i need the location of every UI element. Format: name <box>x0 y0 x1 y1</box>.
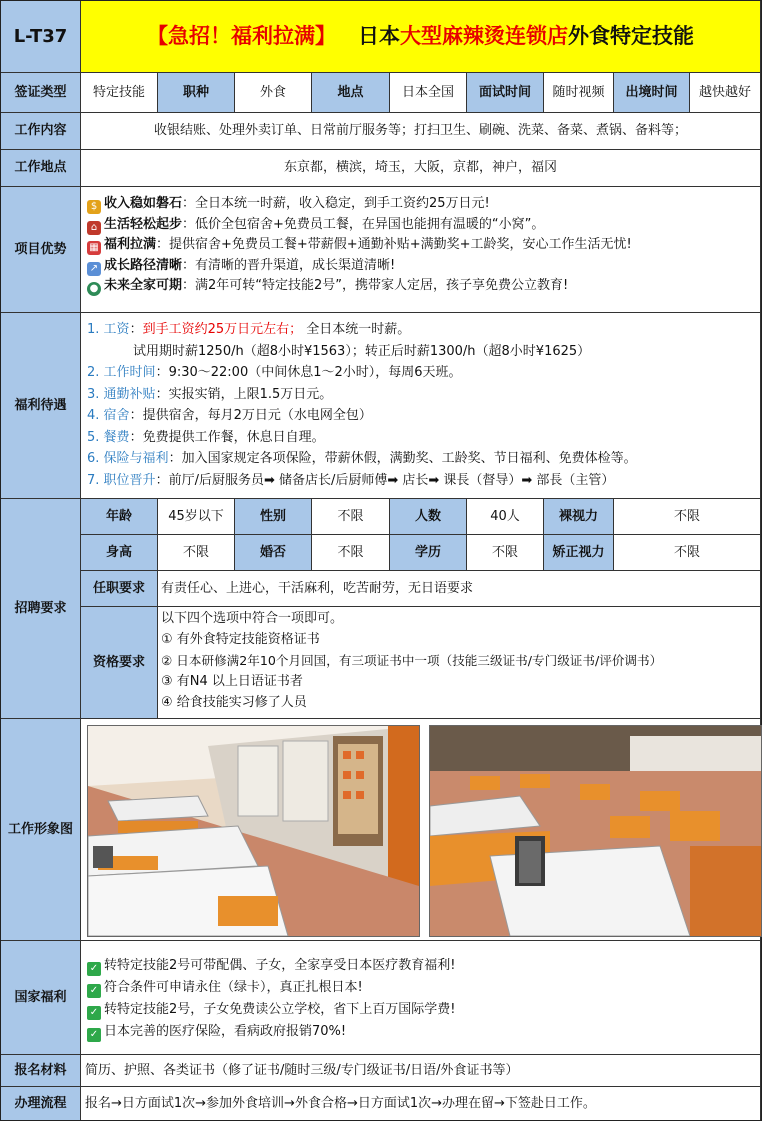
benefit-key: 餐费 <box>103 429 130 445</box>
location-value: 日本全国 <box>390 73 467 113</box>
benefit-text: 全日本统一时薪。 <box>302 322 411 337</box>
qualification-line: ③ 有N4 以上日语证书者 <box>161 674 303 689</box>
benefit-wage-detail: 试用期时薪1250/h（超8小时¥1563）；转正后时薪1300/h（超8小时¥1625） <box>133 343 591 359</box>
advantage-item <box>87 276 754 297</box>
headcount-label: 人数 <box>390 499 467 535</box>
national-benefit-text: 日本完善的医疗保险，看病政府报销70%! <box>104 1024 347 1039</box>
benefit-insurance <box>87 448 754 470</box>
work-content-value: 收银结账、处理外卖订单、日常前厅服务等；打扫卫生、刷碗、洗菜、备菜、煮锅、备料等； <box>81 113 761 150</box>
gender-label: 性别 <box>235 499 312 535</box>
advantage-title: 未来全家可期 <box>104 278 183 293</box>
advantage-text: ：提供宿舍+免费员工餐+带薪假+通勤补贴+满勤奖+工龄奖，安心工作生活无忧! <box>156 237 632 252</box>
benefit-highlight: 到手工资约25万日元左右； <box>142 322 303 337</box>
duty-value: 有责任心、上进心，干活麻利，吃苦耐劳，无日语要求 <box>158 571 761 607</box>
departure-time-value: 越快越好 <box>690 73 761 113</box>
national-benefit-item <box>87 955 754 977</box>
naked-eye-label: 裸视力 <box>544 499 614 535</box>
qualification-line: 以下四个选项中符合一项即可。 <box>161 611 344 626</box>
calendar-icon: ▦ <box>87 241 101 255</box>
advantage-title: 成长路径清晰 <box>104 257 183 273</box>
chart-icon: ↗ <box>87 262 101 276</box>
process-label: 办理流程 <box>1 1087 81 1120</box>
requirements-label: 招聘要求 <box>1 499 81 719</box>
restaurant-photo-2 <box>429 725 762 937</box>
check-icon: ✓ <box>87 1028 101 1042</box>
job-code: L-T37 <box>1 1 81 73</box>
advantage-text: ：全日本统一时薪，收入稳定，到手工资约25万日元! <box>182 196 490 211</box>
qualification-line: ① 有外食特定技能资格证书 <box>161 632 320 647</box>
advantages-list <box>81 187 761 313</box>
age-value: 45岁以下 <box>158 499 235 535</box>
advantage-title: 收入稳如磐石 <box>104 196 183 211</box>
interview-time-label: 面试时间 <box>467 73 544 113</box>
national-benefits-list <box>81 941 761 1055</box>
benefit-key: 宿舍 <box>103 408 130 423</box>
benefit-text: ：提供宿舍，每月2万日元（水电网全包） <box>129 408 372 423</box>
marital-label: 婚否 <box>235 535 312 571</box>
naked-eye-value: 不限 <box>614 499 761 535</box>
visa-type-value: 特定技能 <box>81 73 158 113</box>
visa-type-label: 签证类型 <box>1 73 81 113</box>
national-benefits-label: 国家福利 <box>1 941 81 1055</box>
benefits-list <box>81 313 761 499</box>
title-tag: 【急招！福利拉满】 <box>147 23 336 48</box>
work-location-value: 东京都，横滨，埼玉，大阪，京都，神户，福冈 <box>81 150 761 187</box>
qualification-list <box>158 607 761 719</box>
benefit-number: 7. <box>87 472 104 488</box>
benefit-number: 1. <box>87 322 104 337</box>
title-employer: 大型麻辣烫连锁店 <box>400 23 568 48</box>
work-location-label: 工作地点 <box>1 150 81 187</box>
national-benefit-item <box>87 1021 754 1043</box>
interview-time-value: 随时视频 <box>544 73 614 113</box>
qualification-label: 资格要求 <box>81 607 158 719</box>
advantage-title: 生活轻松起步 <box>104 216 183 232</box>
advantages-label: 项目优势 <box>1 187 81 313</box>
advantage-title: 福利拉满 <box>104 237 157 252</box>
advantage-item <box>87 256 754 277</box>
departure-time-label: 出境时间 <box>614 73 690 113</box>
house-icon: ⌂ <box>87 221 101 235</box>
work-content-label: 工作内容 <box>1 113 81 150</box>
benefit-key: 通勤补贴 <box>103 386 156 402</box>
duty-label: 任职要求 <box>81 571 158 607</box>
benefit-hours <box>87 362 754 384</box>
benefit-key: 工资 <box>103 322 130 337</box>
benefit-key: 职位晋升 <box>103 472 156 488</box>
benefit-commute <box>87 384 754 406</box>
benefit-wage <box>87 319 754 341</box>
materials-label: 报名材料 <box>1 1055 81 1087</box>
national-benefit-text: 符合条件可申请永住（绿卡），真正扎根日本! <box>104 980 363 995</box>
height-label: 身高 <box>81 535 158 571</box>
age-label: 年龄 <box>81 499 158 535</box>
advantage-item <box>87 215 754 236</box>
advantage-item <box>87 235 754 256</box>
restaurant-photo-1 <box>87 725 420 937</box>
location-label: 地点 <box>312 73 390 113</box>
materials-value: 简历、护照、各类证书（修了证书/随时三级/专门级证书/日语/外食证书等） <box>81 1055 761 1087</box>
corrected-vision-label: 矫正视力 <box>544 535 614 571</box>
advantage-text: ：低价全包宿舍+免费员工餐，在异国也能拥有温暖的“小窝”。 <box>182 216 545 232</box>
benefit-text: ：免费提供工作餐，休息日自理。 <box>129 429 325 445</box>
benefit-promotion <box>87 470 754 492</box>
process-value: 报名→日方面试1次→参加外食培训→外食合格→日方面试1次→办理在留→下签赴日工作。 <box>81 1087 761 1120</box>
advantage-item <box>87 194 754 215</box>
benefit-number: 6. <box>87 451 104 466</box>
check-icon: ✓ <box>87 1006 101 1020</box>
benefit-number: 5. <box>87 429 104 445</box>
gender-value: 不限 <box>312 499 390 535</box>
benefit-colon: ： <box>129 322 143 337</box>
national-benefit-item <box>87 977 754 999</box>
check-icon: ✓ <box>87 962 101 976</box>
headcount-value: 40人 <box>467 499 544 535</box>
benefits-label: 福利待遇 <box>1 313 81 499</box>
advantage-text: ：有清晰的晋升渠道，成长渠道清晰! <box>182 257 396 273</box>
corrected-vision-value: 不限 <box>614 535 761 571</box>
national-benefit-text: 转特定技能2号可带配偶、子女，全家享受日本医疗教育福利! <box>104 958 456 973</box>
marital-value: 不限 <box>312 535 390 571</box>
national-benefit-text: 转特定技能2号，子女免费读公立学校，省下上百万国际学费! <box>104 1002 456 1017</box>
job-type-value: 外食 <box>235 73 312 113</box>
job-type-label: 职种 <box>158 73 235 113</box>
benefit-meal <box>87 427 754 449</box>
benefit-key: 工作时间 <box>103 365 156 380</box>
benefit-dorm <box>87 405 754 427</box>
national-benefit-item <box>87 999 754 1021</box>
benefit-key: 保险与福利 <box>103 451 169 466</box>
globe-icon: ● <box>87 282 101 296</box>
page-title <box>81 1 761 73</box>
benefit-text: ：前厅/后厨服务员➡ 储备店长/后厨师傅➡ 店长➡ 课長（督导）➡ 部長（主管） <box>155 472 615 488</box>
check-icon: ✓ <box>87 984 101 998</box>
education-value: 不限 <box>467 535 544 571</box>
benefit-text: ：实报实销，上限1.5万日元。 <box>155 386 333 402</box>
qualification-line: ② 日本研修满2年10个月回国，有三项证书中一项（技能三级证书/专门级证书/评价调书） <box>161 653 663 668</box>
money-bag-icon: $ <box>87 200 101 214</box>
images-label: 工作形象图 <box>1 719 81 941</box>
height-value: 不限 <box>158 535 235 571</box>
benefit-text: ：9:30～22:00（中间休息1～2小时），每周6天班。 <box>155 365 462 380</box>
benefit-number: 3. <box>87 386 104 402</box>
title-visa: 外食特定技能 <box>568 23 694 48</box>
title-country: 日本 <box>358 23 400 48</box>
benefit-number: 4. <box>87 408 104 423</box>
advantage-text: ：满2年可转“特定技能2号”，携带家人定居，孩子享免费公立教育! <box>182 278 569 293</box>
qualification-line: ④ 给食技能实习修了人员 <box>161 695 307 710</box>
education-label: 学历 <box>390 535 467 571</box>
benefit-number: 2. <box>87 365 104 380</box>
benefit-text: ：加入国家规定各项保险，带薪休假，满勤奖、工龄奖、节日福利、免费体检等。 <box>168 451 637 466</box>
